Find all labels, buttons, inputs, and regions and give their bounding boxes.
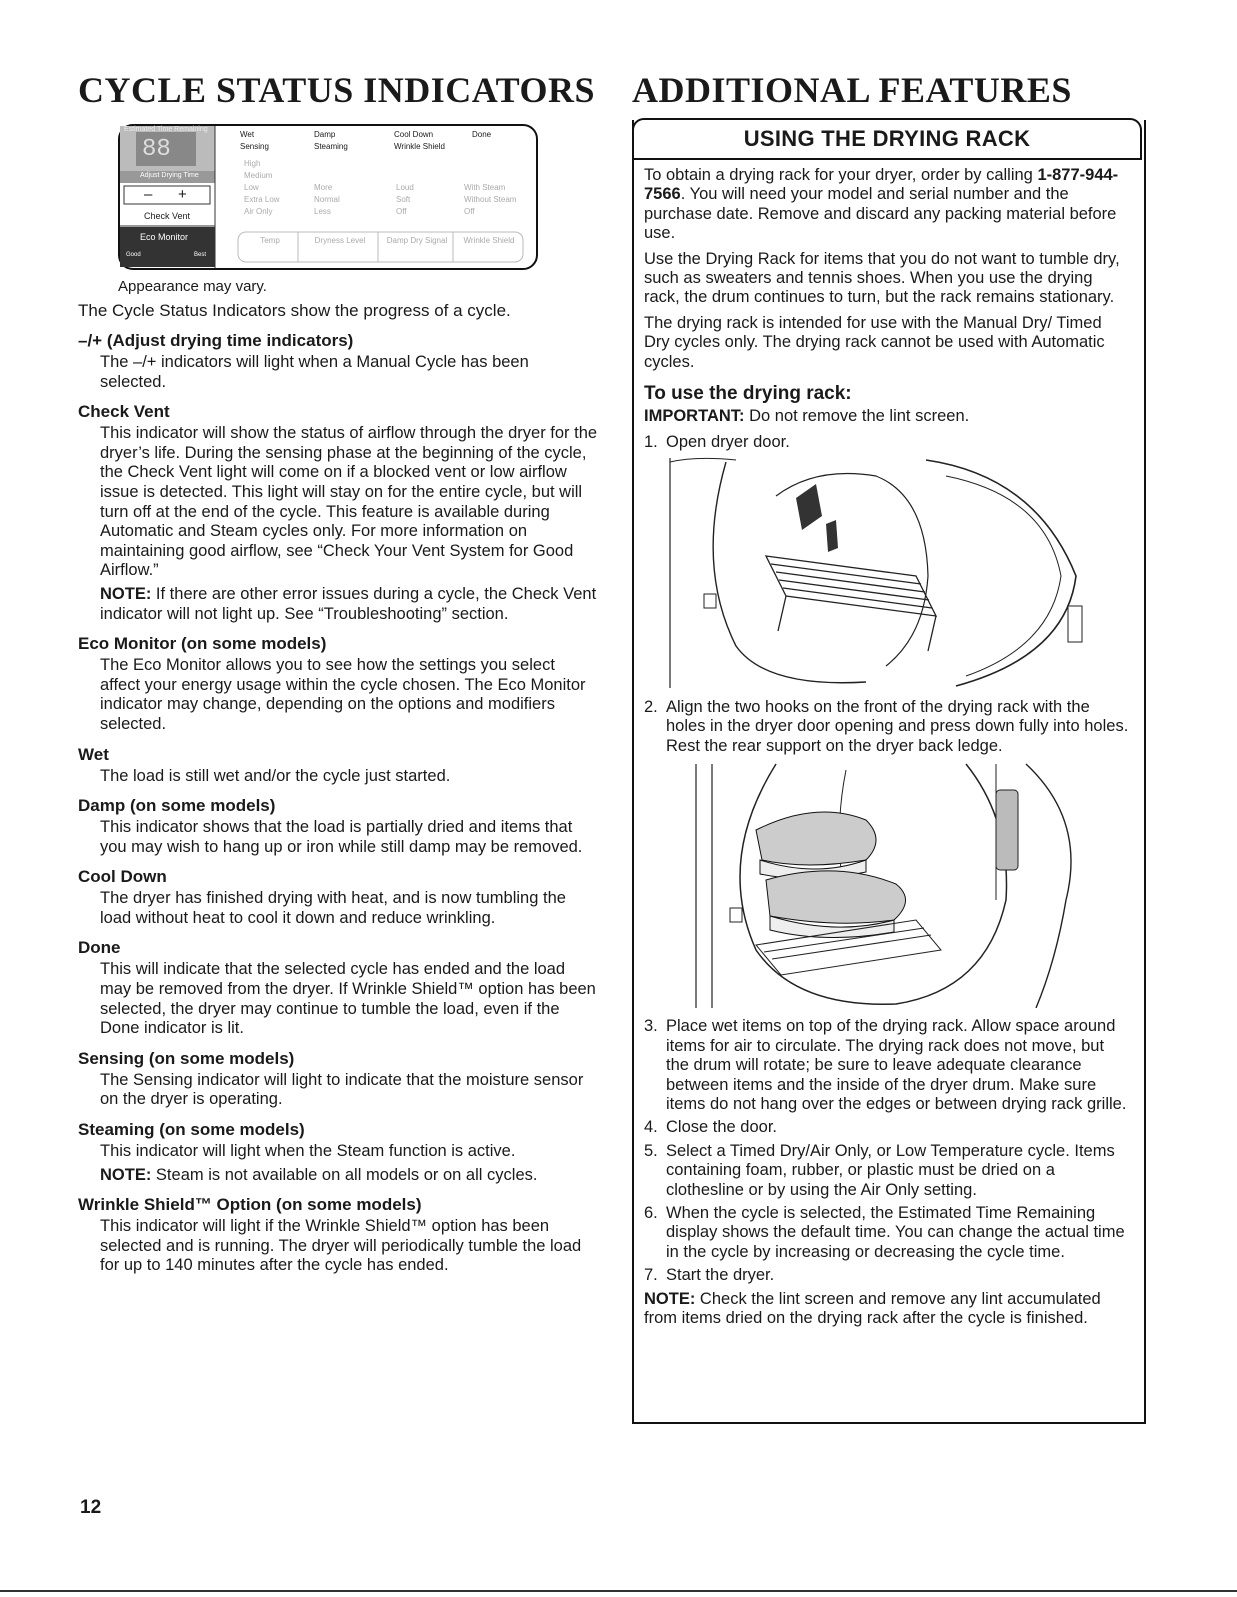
minus-button[interactable]: – xyxy=(144,186,153,203)
desc-text: This indicator shows that the load is partially dried and items that you may wish to hang up or iron while still damp may be removed. xyxy=(100,818,583,856)
page-number: 12 xyxy=(80,1497,102,1518)
note xyxy=(100,585,598,624)
note-text: Steam is not available on all models or on all cycles. xyxy=(151,1165,538,1184)
rack-note xyxy=(644,1290,1130,1329)
term-done: Done xyxy=(78,938,121,958)
drying-rack-header xyxy=(632,118,1142,160)
desc-adjust-drying-time xyxy=(100,353,598,392)
step-text: Open dryer door. xyxy=(666,432,790,451)
phone-number: 1-877-944-7566 xyxy=(644,166,1119,204)
note xyxy=(100,1166,598,1186)
check-vent-label: Check Vent xyxy=(144,211,191,221)
signal-option: Soft xyxy=(396,195,411,204)
desc-text: This indicator will show the status of airflow through the dryer for the dryer’s life. During the sensing phase at the beginning of the cycle, the Check Vent light will come on if a blocked vent or low airflow issue is detected. This light will stay on for the entire cycle, but will turn off at the end of the cycle. This feature is available during Automatic and Steam cycles only. For more information on maintaining good airflow, see “Check Your Vent System for Good Airflow.” xyxy=(100,424,598,580)
desc-text: This will indicate that the selected cycle has ended and the load may be removed from the dryer. If Wrinkle Shield™ option has been selected, the dryer may continue to tumble the load, even if the Done indicator is lit. xyxy=(100,960,596,1038)
step-number: 1. xyxy=(644,432,658,451)
wrinkle-option: Off xyxy=(464,207,475,216)
note-text: Check the lint screen and remove any lint accumulated from items dried on the drying rack after the cycle is finished. xyxy=(644,1289,1101,1327)
note-label: NOTE: xyxy=(644,1289,696,1308)
signal-options xyxy=(396,182,414,218)
desc-text: The –/+ indicators will light when a Manual Cycle has been selected. xyxy=(100,353,529,391)
rack-p1-text: To obtain a drying rack for your dryer, order by calling xyxy=(644,166,1038,184)
desc-wrinkle-shield xyxy=(100,1217,598,1276)
rack-paragraph-2: Use the Drying Rack for items that you do not want to tumble dry, such as sweaters and tennis shoes. When you use the drying rack, the drum continues to turn, but the rack remains stationary. xyxy=(644,249,1120,307)
wrinkle-shield-button[interactable]: Wrinkle Shield xyxy=(463,236,515,245)
control-panel-illustration xyxy=(118,124,540,272)
intro-text: The Cycle Status Indicators show the progress of a cycle. xyxy=(78,301,511,320)
display-digits: 88 xyxy=(142,136,171,163)
dryness-option: More xyxy=(314,183,333,192)
step-text: When the cycle is selected, the Estimated Time Remaining display shows the default time. You can change the actual time in the cycle by increasing or decreasing the cycle time. xyxy=(666,1203,1125,1261)
step-4 xyxy=(644,1118,1130,1137)
desc-sensing xyxy=(100,1071,598,1110)
desc-cool-down xyxy=(100,889,598,928)
panel-buttons xyxy=(240,236,524,245)
status-row-1 xyxy=(240,130,530,139)
status-done: Done xyxy=(472,130,492,139)
step-2 xyxy=(644,698,1130,756)
open-door-illustration xyxy=(666,456,1130,693)
damp-dry-signal-button[interactable]: Damp Dry Signal xyxy=(386,236,448,245)
desc-text: The load is still wet and/or the cycle just started. xyxy=(100,766,451,785)
drying-rack-title: USING THE DRYING RACK xyxy=(743,126,1031,151)
rack-p1-text-end: . You will need your model and serial number and the purchase date. Remove and discard any packing material before use. xyxy=(644,185,1117,243)
important-note xyxy=(644,407,1130,426)
rack-installed-svg xyxy=(666,760,1086,1008)
step-1 xyxy=(644,433,1130,452)
step-text: Start the dryer. xyxy=(666,1266,775,1285)
adjust-drying-time-label: Adjust Drying Time xyxy=(140,172,199,179)
step-number: 2. xyxy=(644,697,658,716)
rack-paragraph-1 xyxy=(644,166,1130,244)
term-wet: Wet xyxy=(78,744,109,764)
dryness-options xyxy=(314,182,340,218)
figure-caption: Appearance may vary. xyxy=(118,278,267,295)
status-steaming: Steaming xyxy=(314,142,348,151)
step-number: 5. xyxy=(644,1141,658,1160)
plus-button[interactable]: + xyxy=(178,186,187,203)
status-wet: Wet xyxy=(240,130,255,139)
note-text: If there are other error issues during a cycle, the Check Vent indicator will not light up. See “Troubleshooting” section. xyxy=(100,584,597,623)
temp-option: Extra Low xyxy=(244,195,280,204)
term-eco-monitor: Eco Monitor (on some models) xyxy=(78,634,327,654)
dryness-option: Less xyxy=(314,207,331,216)
step-number: 6. xyxy=(644,1203,658,1222)
desc-text: This indicator will light if the Wrinkle Shield™ option has been selected and is running. The dryer will periodically tumble the load for up to 140 minutes after the cycle has ended. xyxy=(100,1217,582,1275)
wrinkle-option: With Steam xyxy=(464,183,506,192)
temp-button[interactable]: Temp xyxy=(260,236,280,245)
rack-installed-illustration xyxy=(666,760,1130,1013)
temp-option: Low xyxy=(244,183,259,192)
temp-options xyxy=(244,158,280,218)
step-text: Align the two hooks on the front of the drying rack with the holes in the dryer door opening and press down fully into holes. Rest the rear support on the dryer back ledge. xyxy=(666,697,1129,755)
term-sensing: Sensing (on some models) xyxy=(78,1048,295,1068)
step-6 xyxy=(644,1204,1130,1262)
desc-text: This indicator will light when the Steam function is active. xyxy=(100,1142,516,1161)
term-cool-down: Cool Down xyxy=(78,867,167,887)
desc-text: The Sensing indicator will light to indicate that the moisture sensor on the dryer is operating. xyxy=(100,1070,584,1109)
step-number: 7. xyxy=(644,1266,658,1285)
open-door-svg xyxy=(666,456,1086,688)
eco-monitor-label: Eco Monitor xyxy=(140,232,189,242)
desc-check-vent xyxy=(100,424,598,624)
term-adjust-drying-time: –/+ (Adjust drying time indicators) xyxy=(78,331,354,350)
cycle-status-title: CYCLE STATUS INDICATORS xyxy=(78,70,595,110)
step-text: Place wet items on top of the drying rack. Allow space around items for air to circulate. The drying rack does not move, but the drum will rotate; be sure to leave adequate clearance between items and the inside of the dryer drum. Make sure items do not hang over the edges or between drying rack grille. xyxy=(666,1017,1127,1113)
step-3 xyxy=(644,1017,1130,1114)
eco-good-label: Good xyxy=(126,252,141,258)
rack-paragraph-3: The drying rack is intended for use with the Manual Dry/ Timed Dry cycles only. The drying rack cannot be used with Automatic cycles. xyxy=(644,313,1105,371)
note-label: NOTE: xyxy=(100,584,152,603)
desc-done xyxy=(100,960,598,1038)
eco-best-label: Best xyxy=(194,252,207,258)
step-text: Select a Timed Dry/Air Only, or Low Temperature cycle. Items containing foam, rubber, or plastic must be dried on a clothesline or by using the Air Only setting. xyxy=(666,1141,1115,1199)
status-damp: Damp xyxy=(314,130,336,139)
dryness-level-button[interactable]: Dryness Level xyxy=(314,236,366,245)
additional-features-title: ADDITIONAL FEATURES xyxy=(632,70,1072,110)
step-number: 4. xyxy=(644,1118,658,1137)
term-wrinkle-shield: Wrinkle Shield™ Option (on some models) xyxy=(78,1195,422,1215)
desc-text: The Eco Monitor allows you to see how the settings you select affect your energy usage within the cycle chosen. The Eco Monitor indicator may change, depending on the options and modifiers selected. xyxy=(100,656,586,733)
desc-eco-monitor xyxy=(100,656,598,734)
temp-option: Medium xyxy=(244,171,273,180)
wrinkle-option: Without Steam xyxy=(464,195,517,204)
drying-rack-content xyxy=(644,166,1130,1334)
term-check-vent: Check Vent xyxy=(78,402,170,422)
display-top-label: Estimated Time Remaining xyxy=(124,126,208,133)
status-row-2 xyxy=(240,142,530,151)
right-column xyxy=(632,70,1162,110)
status-sensing: Sensing xyxy=(240,142,269,151)
important-text: Do not remove the lint screen. xyxy=(744,407,970,426)
step-5 xyxy=(644,1142,1130,1200)
step-number: 3. xyxy=(644,1017,658,1036)
bottom-rule xyxy=(0,1590,1237,1592)
term-damp: Damp (on some models) xyxy=(78,796,276,816)
wrinkle-options xyxy=(464,182,516,218)
temp-option: High xyxy=(244,159,261,168)
step-text: Close the door. xyxy=(666,1118,777,1137)
dryness-option: Normal xyxy=(314,195,340,204)
left-column xyxy=(78,70,598,1280)
important-label: IMPORTANT: xyxy=(644,407,745,426)
desc-steaming xyxy=(100,1142,598,1185)
signal-option: Loud xyxy=(396,183,414,192)
status-wrinkle-shield: Wrinkle Shield xyxy=(394,142,445,151)
step-7 xyxy=(644,1266,1130,1285)
desc-wet xyxy=(100,767,598,787)
term-steaming: Steaming (on some models) xyxy=(78,1120,305,1140)
desc-damp xyxy=(100,818,598,857)
status-cool-down: Cool Down xyxy=(394,130,434,139)
note-label: NOTE: xyxy=(100,1165,152,1184)
signal-option: Off xyxy=(396,207,407,216)
temp-option: Air Only xyxy=(244,207,273,216)
rack-subheading: To use the drying rack: xyxy=(644,383,852,405)
desc-text: The dryer has finished drying with heat, and is now tumbling the load without heat to cool it down and reduce wrinkling. xyxy=(100,889,566,927)
